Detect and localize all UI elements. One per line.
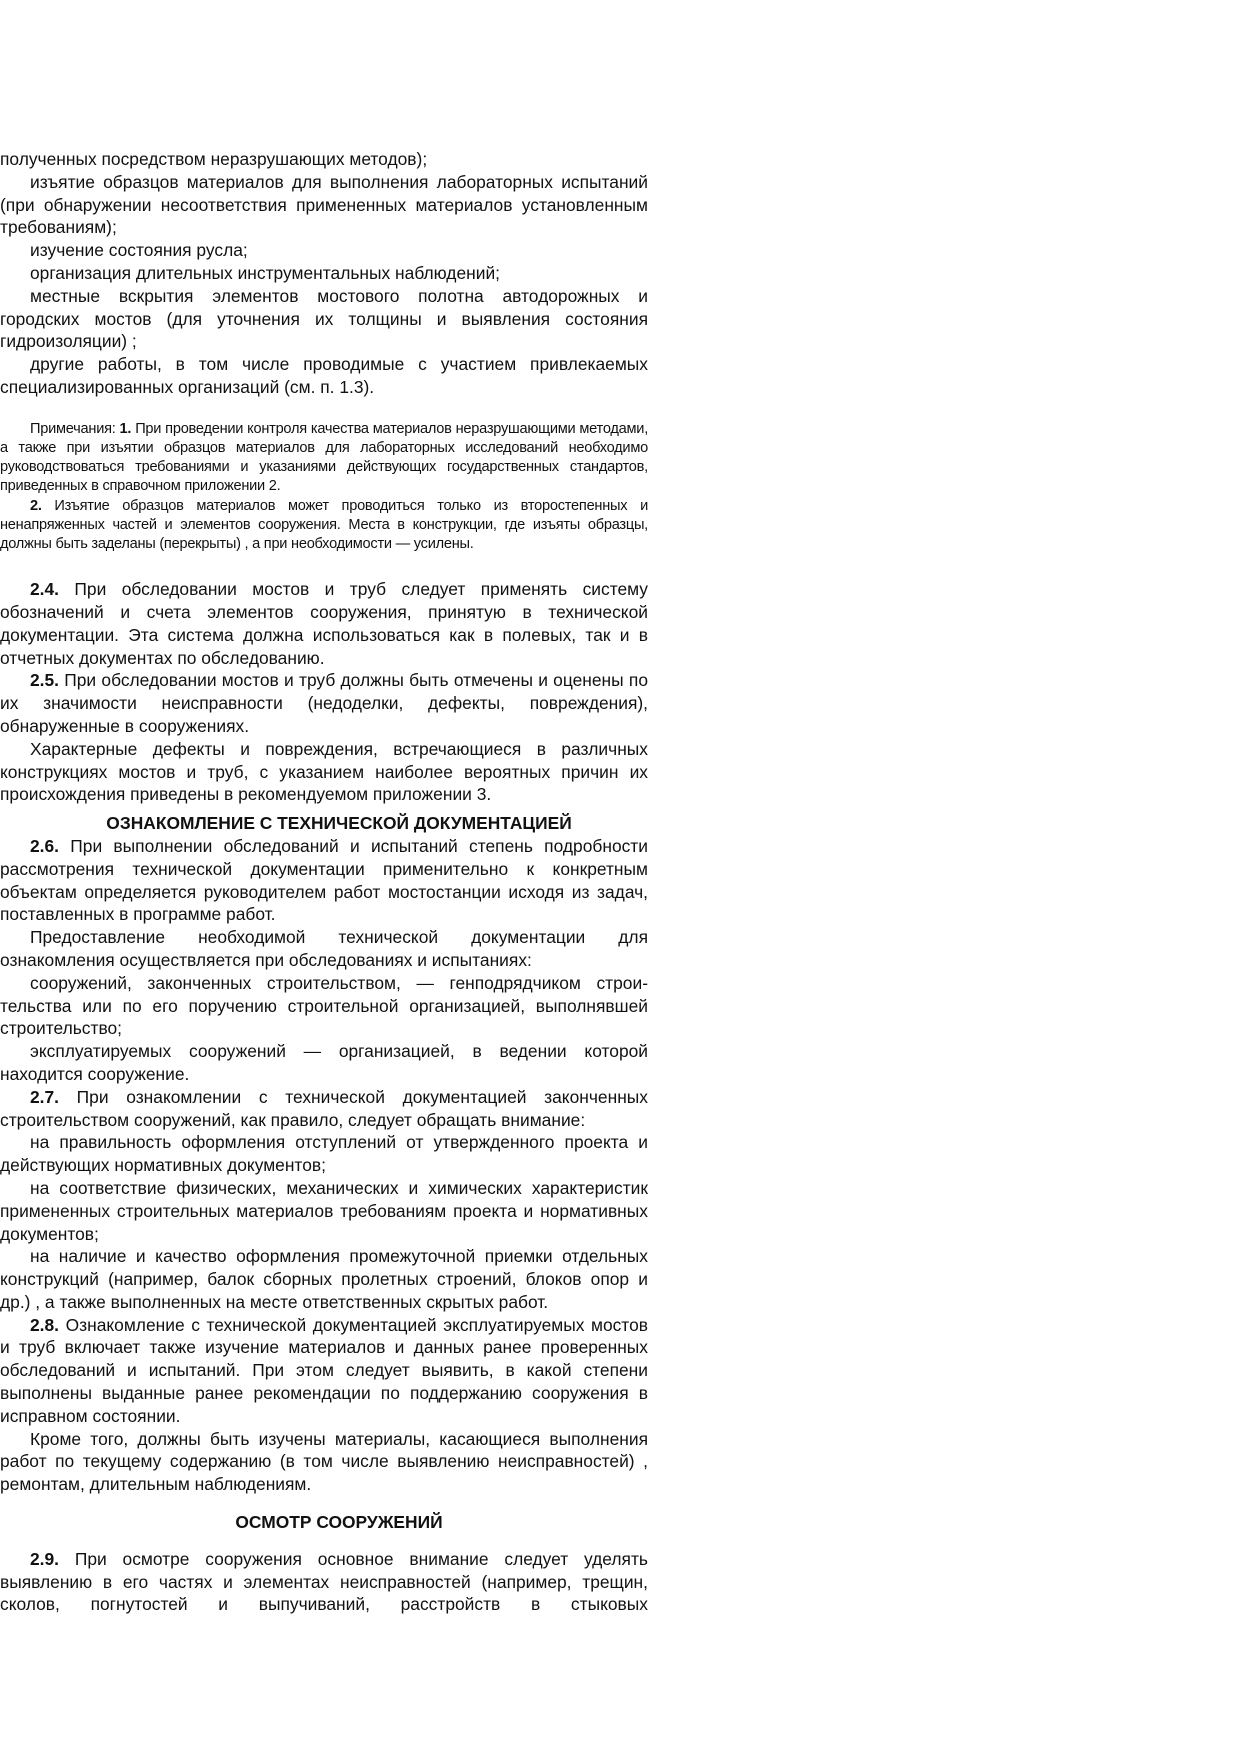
list-item: сооружений, законченных строительством, — генподрядчиком строительства или по его поручению строительной организацией, выполнявшей строительство; [0,972,648,1039]
list-item: на правильность оформления отступлений от утвержденного проекта и действующих нормативных документов; [0,1132,648,1176]
paragraph: Кроме того, должны быть изучены материалы, касающиеся выполнения работ по текущему содержанию (в том числе выявлению неисправностей) , ремонтам, длительным наблюдениям. [0,1428,648,1495]
list-item: изъятие образцов материалов для выполнения лабораторных испытаний (при обнаружении несоответствия примененных материалов установленным требованиям); [0,171,648,238]
document-page [0,148,648,1616]
clause-text: При осмотре сооружения основное внимание следует уделять выявлению в его частях и элементах неисправностей (например, трещин, сколов, погнутостей и выпучиваний, расстройств в стыковых [0,1548,648,1615]
list-item: на соответствие физических, механических и химических характеристик примененных строительных материалов требованиям проекта и нормативных документов; [0,1177,648,1244]
note-number: 2. [30,497,42,514]
clause-paragraph [0,835,648,926]
clause-text: При ознакомлении с технической документацией законченных строительством сооружений, как правило, следует обращать внимание: [0,1086,648,1130]
section-heading: ОСМОТР СООРУЖЕНИЙ [235,1512,443,1533]
note-number: 1. [119,420,132,437]
clause-number: 2.8. [30,1314,60,1335]
note-text: Изъятие образцов материалов может проводиться только из второстепенных и ненапряженных частей и элементов сооружения. Места в конструкции, где изъяты образцы, должны быть заделаны (перекрыты) , а при необходимости — усилены. [0,497,648,552]
paragraph: Предоставление необходимой технической документации для ознакомления осуществляется при обследованиях и испытаниях: [0,927,648,970]
clause-text: При выполнении обследований и испытаний степень подробности рассмотрения технической документации применительно к конкретным объектам определяется руководителем работ мостостанции исходя из задач, поставленных в программе работ. [0,835,648,925]
clause-text: При обследовании мостов и труб следует применять систему обозначений и счета элементов сооружения, принятую в технической документации. Эта система должна использоваться как в полевых, так и в отчетных документах по обследованию. [0,579,648,668]
clause-number: 2.4. [30,579,60,600]
clause-paragraph [0,1314,648,1428]
clause-number: 2.5. [30,670,60,691]
note-item [0,497,648,555]
section-heading: ОЗНАКОМЛЕНИЕ С ТЕХНИЧЕСКОЙ ДОКУМЕНТАЦИЕЙ [106,813,572,834]
clause-number: 2.7. [30,1086,60,1107]
note-text: При проведении контроля качества материалов неразрушающими методами, а также при изъятии образцов материалов для лабораторных исследований необходимо руководствоваться требованиями и указаниями действующих государственных стандартов, приведенных в справочном приложении 2. [0,420,648,495]
notes-label: Примечания: [30,420,120,437]
clause-number: 2.6. [30,835,60,856]
paragraph: Характерные дефекты и повреждения, встречающиеся в различных конструкциях мостов и труб, с указанием наиболее вероятных причин их происхождения приведены в рекомендуемом приложении 3. [0,738,648,805]
clause-number: 2.9. [30,1548,60,1569]
list-item: местные вскрытия элементов мостового полотна автодорожных и городских мостов (для уточнения их толщины и выявления состояния гидроизоляции) ; [0,285,648,352]
list-item: организация длительных инструментальных наблюдений; [30,262,500,283]
paragraph: полученных посредством неразрушающих методов); [0,149,428,169]
clause-paragraph [0,578,648,669]
list-item: на наличие и качество оформления промежуточной приемки отдельных конструкций (например, балок сборных пролетных строений, блоков опор и др.) , а также выполненных на месте ответственных скрытых работ. [0,1246,648,1312]
note-item [0,420,648,497]
list-item: другие работы, в том числе проводимые с участием привлекаемых специализированных организаций (см. п. 1.3). [0,354,648,397]
clause-text: При обследовании мостов и труб должны быть отмечены и оценены по их значимости неисправности (недоделки, дефекты, повреждения), обнаруженные в сооружениях. [0,670,648,736]
notes-block [0,420,648,554]
clause-paragraph [0,669,648,737]
clause-paragraph [0,1548,648,1616]
clause-paragraph [0,1086,648,1132]
list-item: эксплуатируемых сооружений — организацией, в ведении которой находится сооружение. [0,1041,648,1084]
list-item: изучение состояния русла; [30,240,248,261]
clause-text: Ознакомление с технической документацией эксплуатируемых мостов и труб включает также изучение материалов и данных ранее проверенных обследований и испытаний. При этом следует выявить, в какой степени выполнены выданные ранее рекомендации по поддержанию сооружения в исправном состоянии. [0,1314,648,1426]
